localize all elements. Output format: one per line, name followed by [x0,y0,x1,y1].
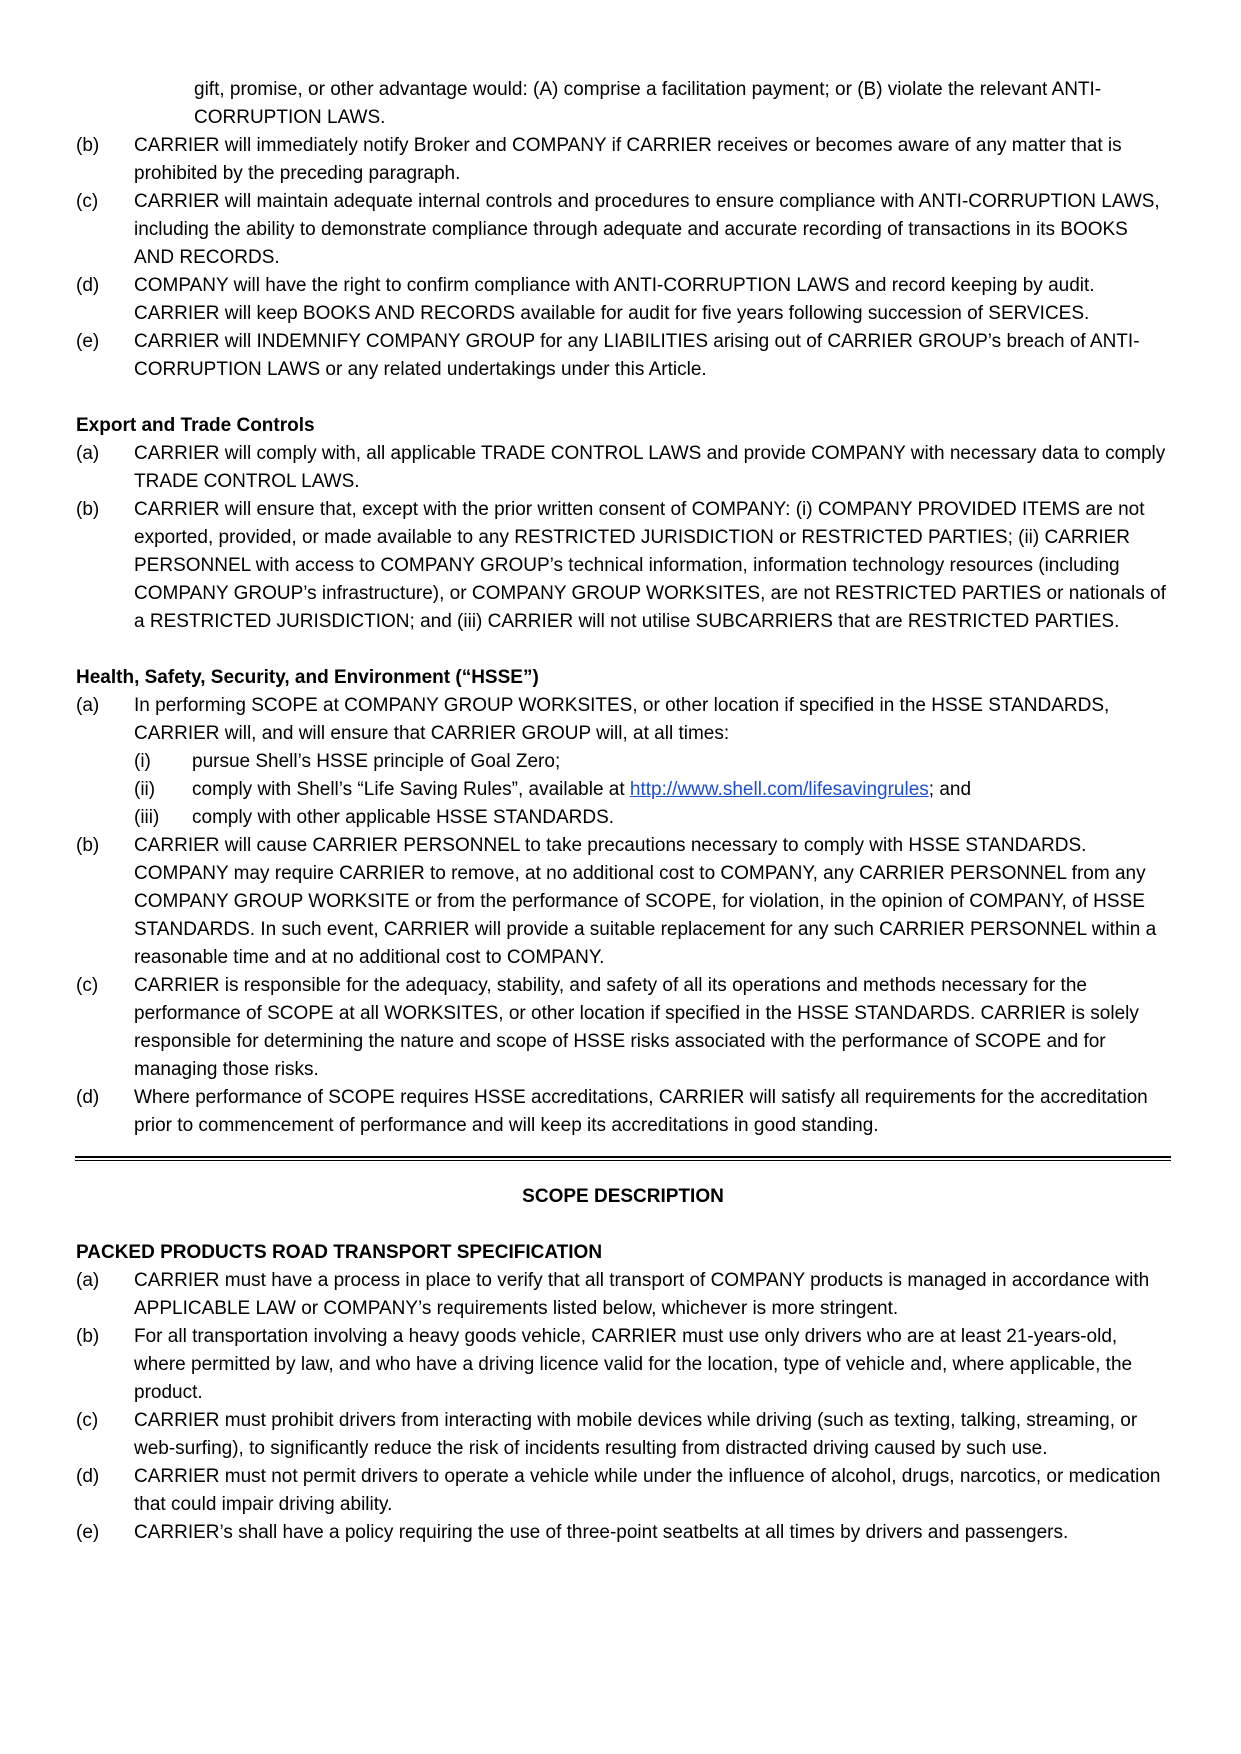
clause-text: CARRIER will immediately notify Broker and COMPANY if CARRIER receives or becomes aware of any matter that is prohibited by the preceding paragraph. [134,135,1122,184]
clause-item [76,440,1170,496]
sub-clause-label: (ii) [134,779,156,800]
sub-clause-item [76,804,1170,832]
clause-label: (b) [76,135,100,156]
clause-item [76,1407,1170,1463]
sub-clause-text: comply with other applicable HSSE STANDARDS. [192,807,615,828]
sub-clause-label: (i) [134,751,151,772]
clause-text: CARRIER is responsible for the adequacy, stability, and safety of all its operations and methods necessary for the performance of SCOPE at all WORKSITES, or other location if specified in the HSSE STANDARDS. CARRIER is solely responsible for determining the nature and scope of HSSE risks associated with the performance of SCOPE and for managing those risks. [134,975,1139,1080]
clause-label: (c) [76,191,99,212]
clause-text: CARRIER must have a process in place to verify that all transport of COMPANY products is managed in accordance with APPLICABLE LAW or COMPANY’s requirements listed below, whichever is more stringent. [134,1270,1150,1319]
life-saving-rules-link[interactable]: http://www.shell.com/lifesavingrules [629,779,929,800]
paragraph-continuation: gift, promise, or other advantage would: (A) comprise a facilitation payment; or (B) violate the relevant ANTI-CORRUPTION LAWS. [194,79,1102,128]
clause-text: CARRIER will maintain adequate internal controls and procedures to ensure compliance with ANTI-CORRUPTION LAWS, including the ability to demonstrate compliance through adequate and accurate recording of transactions in its BOOKS AND RECORDS. [134,191,1160,268]
clause-text: CARRIER will comply with, all applicable TRADE CONTROL LAWS and provide COMPANY with necessary data to comply TRADE CONTROL LAWS. [134,443,1166,492]
section-heading-export: Export and Trade Controls [76,415,315,436]
spacer [76,1211,1170,1239]
clause-item [76,328,1170,384]
clause-item [76,272,1170,328]
clause-label: (a) [76,443,100,464]
sub-clause-text-after-link: ; and [928,779,972,800]
clause-text: CARRIER must not permit drivers to operate a vehicle while under the influence of alcohol, drugs, narcotics, or medication that could impair driving ability. [134,1466,1161,1515]
clause-text: For all transportation involving a heavy goods vehicle, CARRIER must use only drivers who are at least 21-years-old, where permitted by law, and who have a driving licence valid for the location, type of vehicle and, where applicable, the product. [134,1326,1133,1403]
sub-clause-text-before-link: comply with Shell’s “Life Saving Rules”, available at [192,779,630,800]
sub-clause-item [76,748,1170,776]
sub-clause-text: pursue Shell’s HSSE principle of Goal Zero; [192,751,561,772]
clause-text: CARRIER will INDEMNIFY COMPANY GROUP for any LIABILITIES arising out of CARRIER GROUP’s breach of ANTI-CORRUPTION LAWS or any related undertakings under this Article. [134,331,1140,380]
clause-label: (e) [76,331,100,352]
spacer [76,636,1170,664]
clause-item [76,972,1170,1084]
clause-item [76,132,1170,188]
section-divider [75,1156,1171,1161]
clause-item [76,832,1170,972]
scope-title: SCOPE DESCRIPTION [522,1186,724,1207]
sub-clause-label: (iii) [134,807,160,828]
sub-clause-text [192,776,1170,804]
clause-item [76,1463,1170,1519]
clause-item [76,1323,1170,1407]
section-heading-hsse: Health, Safety, Security, and Environment (“HSSE”) [76,667,539,688]
spacer [76,384,1170,412]
clause-label: (b) [76,499,100,520]
clause-item [76,496,1170,636]
clause-text: CARRIER’s shall have a policy requiring the use of three-point seatbelts at all times by drivers and passengers. [134,1522,1069,1543]
page-content [76,76,1170,1547]
clause-label: (a) [76,1270,100,1291]
clause-label: (d) [76,1087,100,1108]
clause-text: In performing SCOPE at COMPANY GROUP WORKSITES, or other location if specified in the HSSE STANDARDS, CARRIER will, and will ensure that CARRIER GROUP will, at all times: [134,695,1110,744]
section-heading-packed-products: PACKED PRODUCTS ROAD TRANSPORT SPECIFICATION [76,1242,603,1263]
clause-text: CARRIER must prohibit drivers from interacting with mobile devices while driving (such as texting, talking, streaming, or web-surfing), to significantly reduce the risk of incidents resulting from distracted driving caused by such use. [134,1410,1138,1459]
clause-label: (a) [76,695,100,716]
clause-text: COMPANY will have the right to confirm compliance with ANTI-CORRUPTION LAWS and record keeping by audit. CARRIER will keep BOOKS AND RECORDS available for audit for five years following succession of SERVICES. [134,275,1095,324]
clause-label: (e) [76,1522,100,1543]
clause-label: (c) [76,1410,99,1431]
clause-text: Where performance of SCOPE requires HSSE accreditations, CARRIER will satisfy all requirements for the accreditation prior to commencement of performance and will keep its accreditations in good standing. [134,1087,1148,1136]
clause-item [76,692,1170,748]
clause-item [76,1267,1170,1323]
clause-item [76,188,1170,272]
clause-label: (d) [76,1466,100,1487]
clause-item [76,1519,1170,1547]
clause-item [76,1084,1170,1140]
clause-text: CARRIER will cause CARRIER PERSONNEL to take precautions necessary to comply with HSSE STANDARDS. COMPANY may require CARRIER to remove, at no additional cost to COMPANY, any CARRIER PERSONNEL from any COMPANY GROUP WORKSITE or from the performance of SCOPE, for violation, in the opinion of COMPANY, of HSSE STANDARDS. In such event, CARRIER will provide a suitable replacement for any such CARRIER PERSONNEL within a reasonable time and at no additional cost to COMPANY. [134,835,1157,968]
clause-text: CARRIER will ensure that, except with the prior written consent of COMPANY: (i) COMPANY PROVIDED ITEMS are not exported, provided, or made available to any RESTRICTED JURISDICTION or RESTRICTED PARTIES; (ii) CARRIER PERSONNEL with access to COMPANY GROUP’s technical information, information technology resources (including COMPANY GROUP’s infrastructure), or COMPANY GROUP WORKSITES, are not RESTRICTED PARTIES or nationals of a RESTRICTED JURISDICTION; and (iii) CARRIER will not utilise SUBCARRIERS that are RESTRICTED PARTIES. [134,499,1166,632]
clause-label: (b) [76,835,100,856]
clause-label: (d) [76,275,100,296]
clause-label: (b) [76,1326,100,1347]
clause-label: (c) [76,975,99,996]
sub-clause-item [76,776,1170,804]
